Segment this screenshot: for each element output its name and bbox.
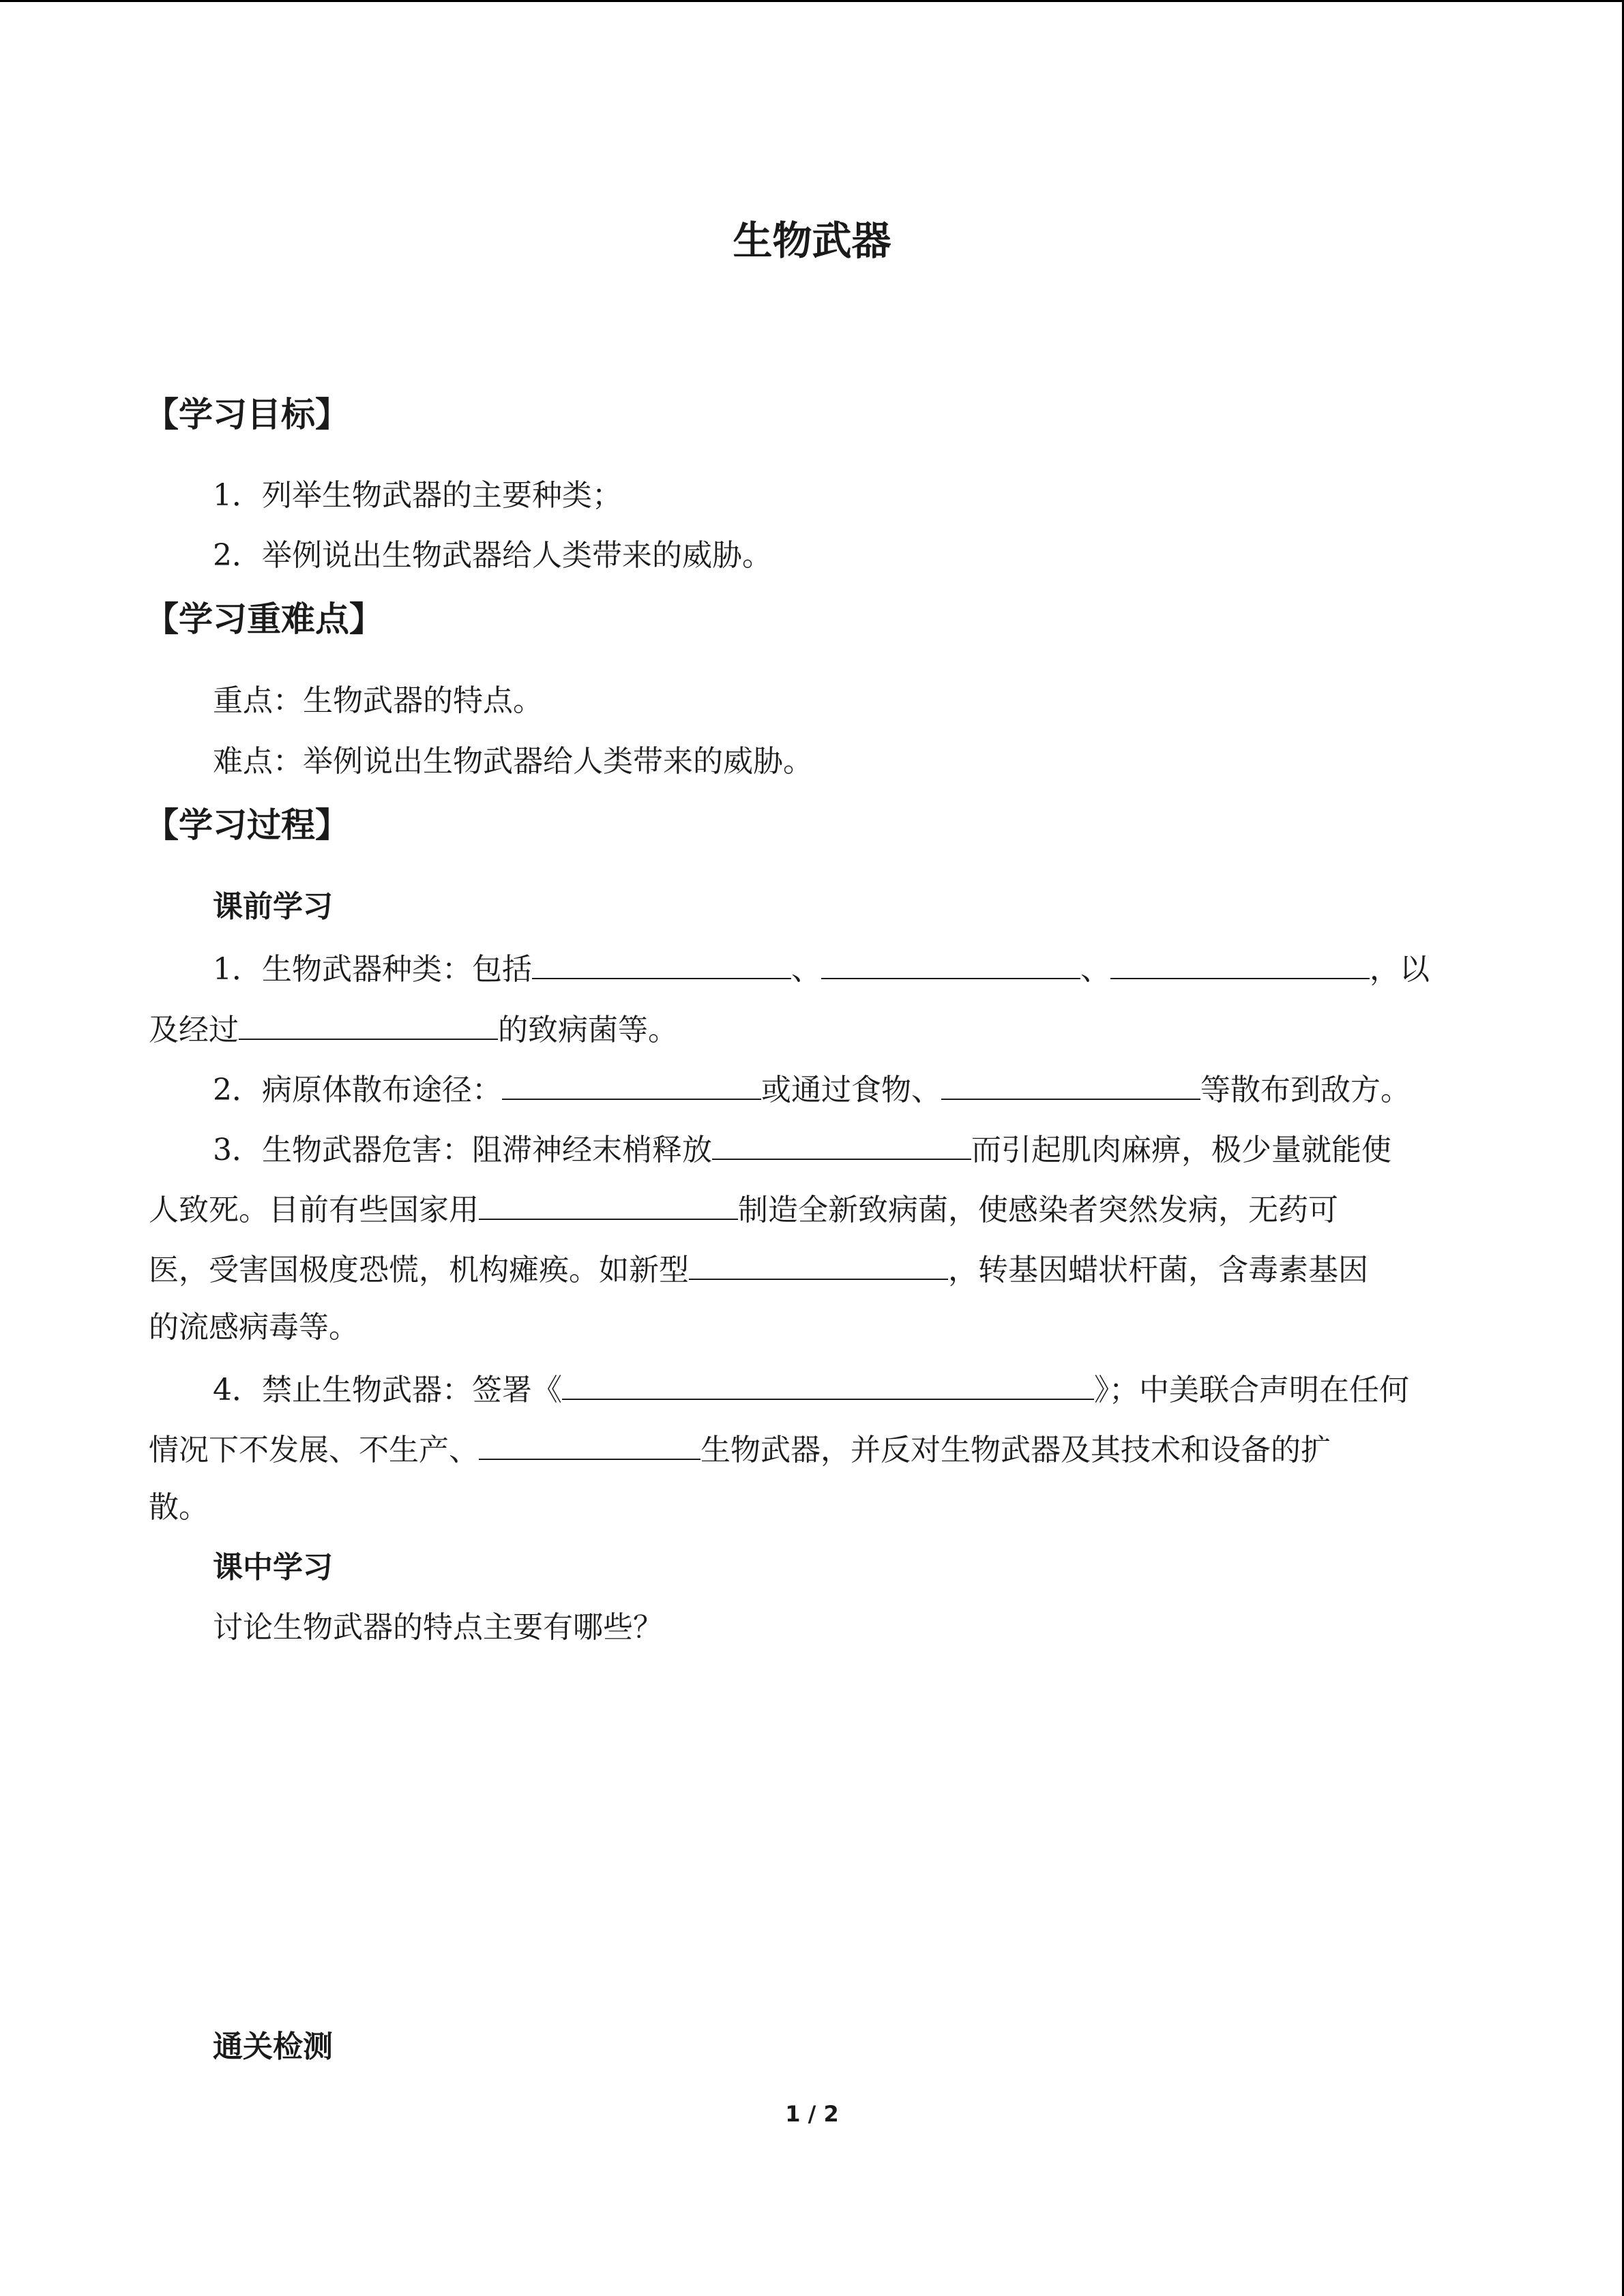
q3-text-f: ，转基因蜡状杆菌，含毒素基因 [948, 1253, 1368, 1287]
answer-blank[interactable] [689, 1247, 948, 1280]
page-title: 生物武器 [733, 218, 891, 264]
discussion-question: 讨论生物武器的特点主要有哪些？ [213, 1610, 663, 1645]
answer-blank[interactable] [941, 1067, 1200, 1100]
question-1-line-2 [149, 1007, 678, 1051]
page-number: 1 / 2 [785, 2101, 839, 2127]
key-points-heading: 【学习重难点】 [145, 599, 383, 639]
answer-blank[interactable] [712, 1127, 971, 1160]
q3-text-d: 制造全新致病菌，使感染者突然发病，无药可 [738, 1193, 1338, 1227]
question-3-line-3 [149, 1247, 1368, 1291]
q3-text-e: 医，受害国极度恐慌，机构瘫痪。如新型 [149, 1253, 689, 1287]
q2-text-a: 2．病原体散布途径： [213, 1073, 502, 1107]
page-border-top [0, 0, 1624, 2]
q1-text-b: ，以 [1370, 952, 1430, 987]
answer-blank[interactable] [479, 1187, 738, 1220]
key-point-item: 重点：生物武器的特点。 [213, 683, 543, 718]
question-1-line-1 [213, 946, 1430, 990]
answer-blank[interactable] [479, 1427, 700, 1460]
q1-text-d: 的致病菌等。 [498, 1013, 678, 1047]
check-label: 通关检测 [213, 2029, 333, 2064]
q1-sep-2: 、 [1080, 952, 1110, 987]
q3-text-a: 3．生物武器危害：阻滞神经末梢释放 [213, 1133, 712, 1167]
goal-item-2: 2．举例说出生物武器给人类带来的威胁。 [213, 538, 772, 573]
answer-blank[interactable] [502, 1067, 761, 1100]
q1-text-a: 1．生物武器种类：包括 [213, 952, 532, 987]
answer-blank[interactable] [562, 1367, 1094, 1400]
q3-text-c: 人致死。目前有些国家用 [149, 1193, 479, 1227]
answer-blank[interactable] [239, 1007, 498, 1040]
goals-heading: 【学习目标】 [145, 395, 349, 434]
difficult-point-item: 难点：举例说出生物武器给人类带来的威胁。 [213, 744, 813, 779]
process-heading: 【学习过程】 [145, 805, 349, 845]
question-4-line-3: 散。 [149, 1490, 209, 1525]
q1-text-c: 及经过 [149, 1013, 239, 1047]
question-4-line-1 [213, 1367, 1409, 1411]
question-3-line-4: 的流感病毒等。 [149, 1310, 359, 1345]
answer-blank[interactable] [821, 946, 1080, 979]
q1-sep-1: 、 [791, 952, 821, 987]
question-3-line-2 [149, 1187, 1338, 1231]
q2-text-c: 等散布到敌方。 [1200, 1073, 1411, 1107]
q4-text-a: 4．禁止生物武器：签署《 [213, 1373, 562, 1407]
answer-blank[interactable] [1110, 946, 1370, 979]
q4-text-c: 情况下不发展、不生产、 [149, 1433, 479, 1467]
q2-text-b: 或通过食物、 [761, 1073, 941, 1107]
question-2-line-1 [213, 1067, 1411, 1111]
question-3-line-1 [213, 1127, 1391, 1171]
pre-class-label: 课前学习 [213, 889, 333, 924]
in-class-label: 课中学习 [213, 1550, 333, 1585]
q3-text-b: 而引起肌肉麻痹，极少量就能使 [971, 1133, 1391, 1167]
goal-item-1: 1．列举生物武器的主要种类； [213, 478, 622, 513]
q4-text-d: 生物武器，并反对生物武器及其技术和设备的扩 [700, 1433, 1331, 1467]
answer-blank[interactable] [532, 946, 791, 979]
q4-text-b: 》；中美联合声明在任何 [1094, 1373, 1409, 1407]
question-4-line-2 [149, 1427, 1331, 1471]
